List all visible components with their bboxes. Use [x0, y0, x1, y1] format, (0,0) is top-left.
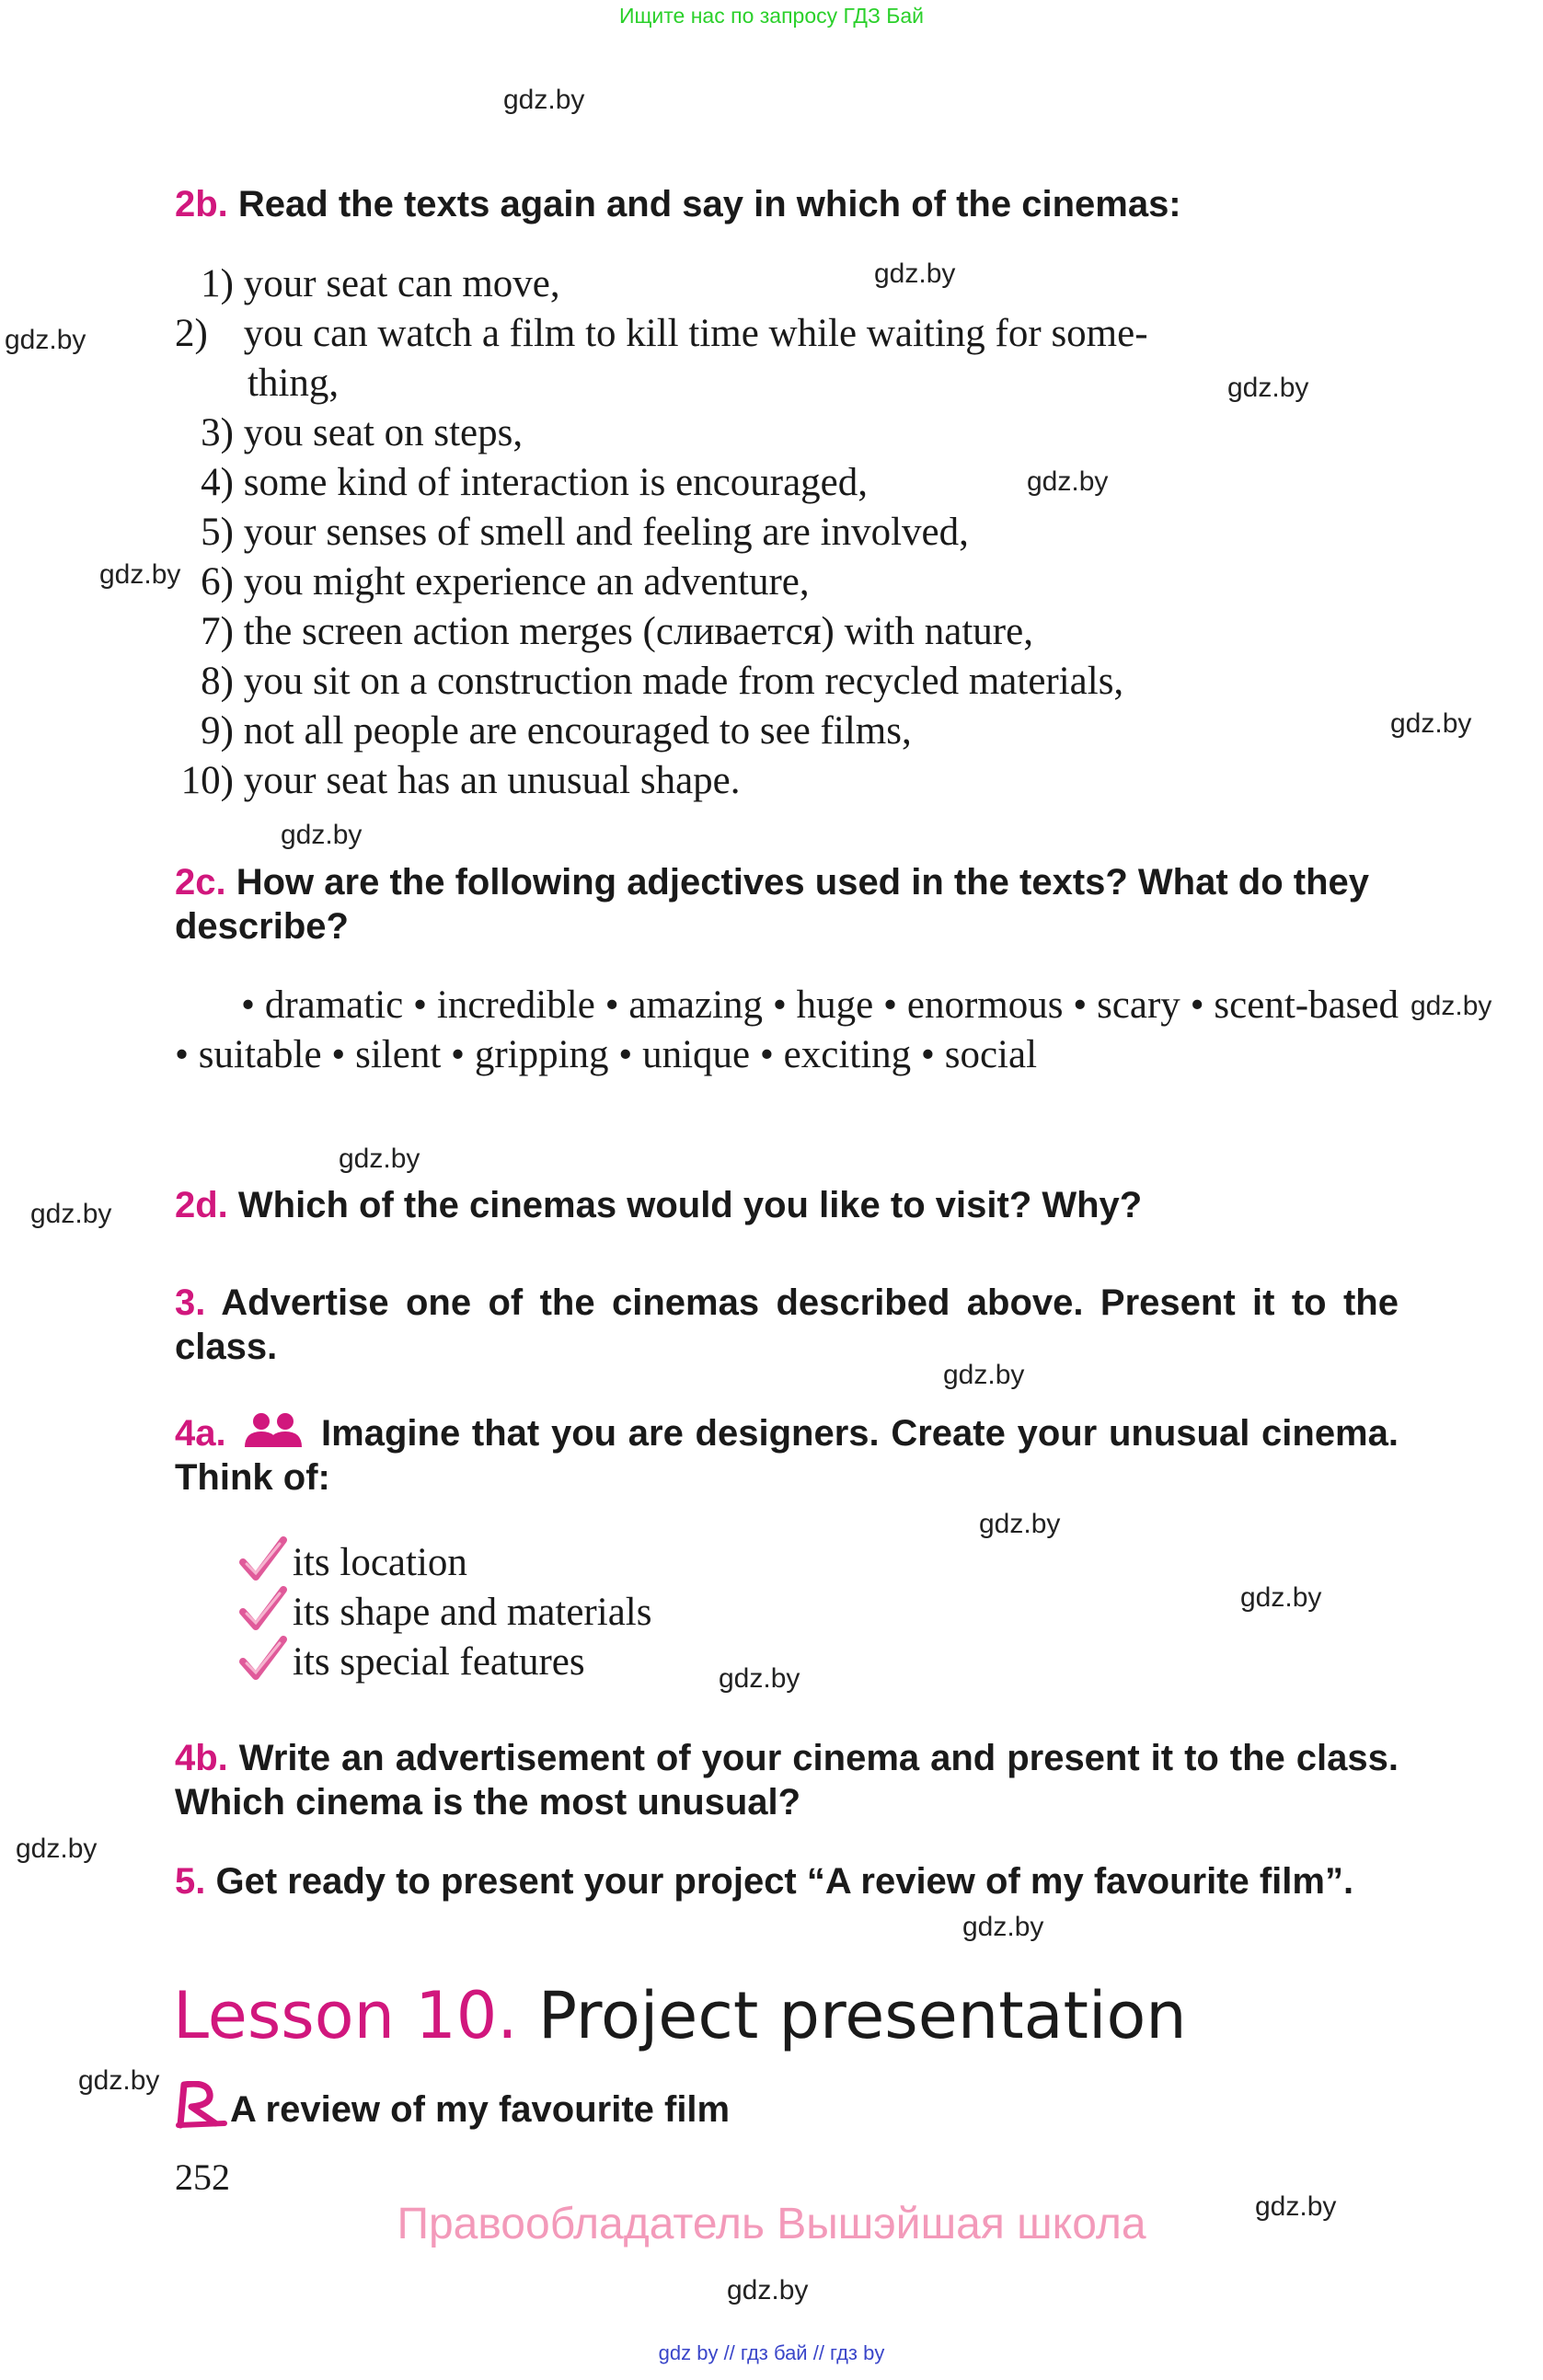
list-item	[175, 758, 741, 803]
list-item	[175, 559, 810, 604]
list-item	[175, 659, 1123, 704]
checkmark-icon	[237, 1586, 289, 1634]
lesson-subtitle	[175, 2081, 730, 2131]
subtitle-text: A review of my favourite film	[230, 2089, 731, 2130]
list-item	[175, 708, 912, 753]
item-number: 1)	[201, 262, 234, 305]
copyright-notice: Правообладатель Вышэйшая школа	[397, 2200, 1146, 2248]
watermark: gdz.by	[339, 1144, 420, 1174]
watermark: gdz.by	[962, 1912, 1044, 1942]
checklist-item	[237, 1586, 651, 1635]
watermark: gdz.by	[1411, 991, 1492, 1021]
list-item	[175, 460, 868, 505]
checklist-text: its location	[293, 1541, 467, 1584]
list-item	[175, 311, 1399, 356]
checkmark-icon	[237, 1536, 289, 1584]
lesson-number: Lesson 10.	[173, 1978, 518, 2053]
task-number: 2d.	[175, 1185, 228, 1225]
task-2b-heading	[175, 182, 1399, 226]
adjective-list	[175, 981, 1399, 1080]
task-2d-heading	[175, 1183, 1399, 1227]
watermark: gdz.by	[943, 1360, 1025, 1390]
task-number: 4a.	[175, 1413, 226, 1454]
item-number: 3)	[201, 411, 234, 454]
watermark: gdz.by	[16, 1834, 98, 1864]
task-number: 5.	[175, 1861, 206, 1902]
watermark: gdz.by	[281, 820, 363, 850]
item-number: 6)	[201, 560, 234, 604]
top-banner: Ищите нас по запросу ГДЗ Бай	[618, 4, 925, 28]
item-text: you can watch a film to kill time while waiting for some-	[243, 312, 1148, 355]
watermark: gdz.by	[78, 2065, 160, 2096]
task-text: Get ready to present your project “A review of my favourite film”.	[215, 1861, 1354, 1902]
list-item	[175, 261, 560, 306]
task-2c-heading	[175, 860, 1399, 949]
item-number: 2)	[175, 312, 208, 355]
adjectives-line: • scent-based • suitable • silent • gripping • unique • exciting • social	[175, 983, 1399, 1076]
watermark: gdz.by	[1390, 708, 1472, 739]
task-text: How are the following adjectives used in the texts? What do they describe?	[175, 862, 1370, 947]
item-number: 8)	[201, 660, 234, 703]
item-text: you sit on a construction made from recycled materials,	[243, 660, 1124, 703]
task-number: 4b.	[175, 1738, 228, 1778]
watermark: gdz.by	[30, 1199, 112, 1229]
task-text: Which of the cinemas would you like to visit? Why?	[237, 1185, 1143, 1225]
bottom-links[interactable]: gdz by // гдз бай // гдз by	[658, 2341, 885, 2364]
checklist-item	[237, 1536, 467, 1585]
task-number: 3.	[175, 1282, 206, 1323]
item-number: 7)	[201, 610, 234, 653]
watermark: gdz.by	[727, 2275, 809, 2305]
watermark: gdz.by	[979, 1509, 1061, 1539]
item-number: 9)	[201, 709, 234, 753]
item-text: not all people are encouraged to see films,	[243, 709, 912, 753]
item-number: 10)	[180, 759, 234, 802]
list-item	[175, 510, 969, 555]
page-number: 252	[175, 2156, 230, 2198]
task-text: Read the texts again and say in which of the cinemas:	[237, 184, 1181, 224]
pair-work-icon	[241, 1412, 305, 1449]
task-number: 2c.	[175, 862, 226, 903]
list-item-continuation: thing,	[248, 362, 340, 405]
item-text: you might experience an adventure,	[243, 560, 810, 604]
item-number: 4)	[201, 461, 234, 504]
item-text: you seat on steps,	[243, 411, 524, 454]
item-text: your seat has an unusual shape.	[243, 759, 741, 802]
checklist-text: its special features	[293, 1640, 585, 1684]
item-text: your seat can move,	[243, 262, 560, 305]
list-item	[175, 609, 1033, 654]
task-5-heading	[175, 1859, 1399, 1903]
watermark: gdz.by	[1255, 2191, 1337, 2222]
watermark: gdz.by	[503, 85, 585, 115]
list-item	[175, 410, 523, 455]
item-number: 5)	[201, 511, 234, 554]
watermark: gdz.by	[1240, 1582, 1322, 1613]
task-4b-heading	[175, 1736, 1399, 1824]
watermark: gdz.by	[5, 325, 86, 355]
adjectives-line: • dramatic • incredible • amazing • huge • enormous • scary	[241, 983, 1180, 1027]
lesson-title	[173, 1978, 1187, 2053]
watermark: gdz.by	[1227, 373, 1309, 403]
lesson-name: Project presentation	[537, 1978, 1187, 2053]
item-text: some kind of interaction is encouraged,	[243, 461, 868, 504]
task-number: 2b.	[175, 184, 228, 224]
item-text: your senses of smell and feeling are involved,	[243, 511, 969, 554]
task-text: Advertise one of the cinemas described above. Present it to the class.	[175, 1282, 1399, 1367]
task-text: Write an advertisement of your cinema and present it to the class. Which cinema is the most unusual?	[175, 1738, 1399, 1822]
r-letter-icon	[175, 2081, 228, 2129]
watermark: gdz.by	[99, 559, 181, 590]
task-text: Imagine that you are designers. Create your unusual cinema. Think of:	[175, 1413, 1399, 1498]
task-4a-heading	[175, 1411, 1399, 1500]
watermark: gdz.by	[719, 1663, 800, 1694]
task-3-heading	[175, 1281, 1399, 1369]
checkmark-icon	[237, 1636, 289, 1684]
checklist-item	[237, 1636, 585, 1684]
item-text: the screen action merges (сливается) with nature,	[243, 610, 1033, 653]
watermark: gdz.by	[874, 259, 956, 289]
watermark: gdz.by	[1027, 466, 1109, 497]
checklist-text: its shape and materials	[293, 1591, 652, 1634]
